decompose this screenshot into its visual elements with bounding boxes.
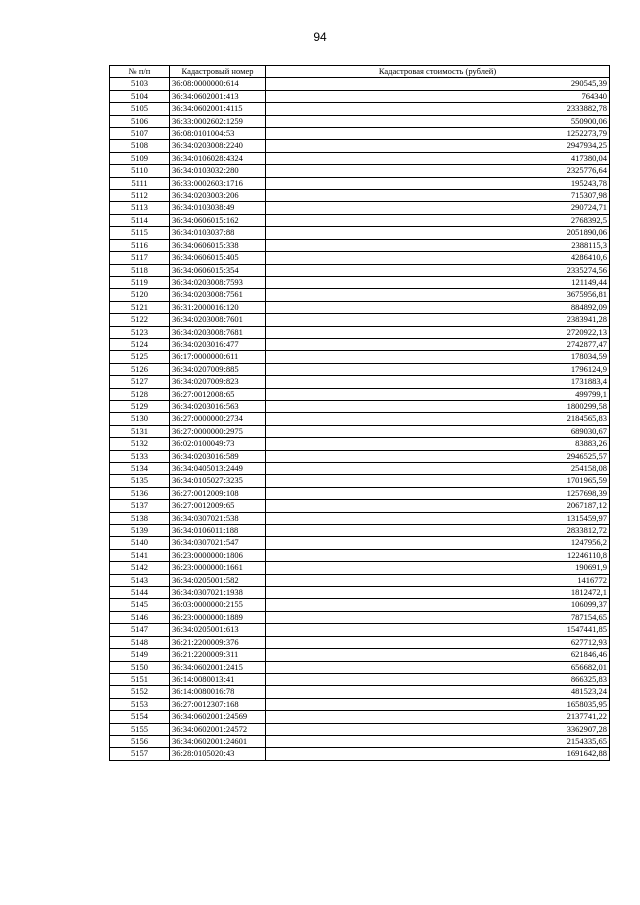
cadastral-cost-cell: 417380,04 bbox=[266, 152, 610, 164]
cadastral-cost-cell: 4286410,6 bbox=[266, 252, 610, 264]
row-number-cell: 5124 bbox=[110, 338, 170, 350]
table-row bbox=[110, 735, 610, 747]
table-row bbox=[110, 214, 610, 226]
cadastral-cost-cell: 290545,39 bbox=[266, 78, 610, 90]
table-row bbox=[110, 103, 610, 115]
table-row bbox=[110, 152, 610, 164]
row-number-cell: 5131 bbox=[110, 425, 170, 437]
cadastral-cost-cell: 2335274,56 bbox=[266, 264, 610, 276]
header-row bbox=[110, 66, 610, 78]
row-number-cell: 5108 bbox=[110, 140, 170, 152]
table-row bbox=[110, 537, 610, 549]
table-row bbox=[110, 686, 610, 698]
table-row bbox=[110, 351, 610, 363]
table-row bbox=[110, 78, 610, 90]
cadastral-cost-cell: 83883,26 bbox=[266, 438, 610, 450]
table-row bbox=[110, 723, 610, 735]
table-row bbox=[110, 500, 610, 512]
cadastral-number-cell: 36:03:0000000:2155 bbox=[170, 599, 266, 611]
cadastral-number-cell: 36:27:0012009:108 bbox=[170, 487, 266, 499]
row-number-cell: 5128 bbox=[110, 388, 170, 400]
cadastral-cost-cell: 2325776,64 bbox=[266, 165, 610, 177]
cadastral-cost-cell: 866325,83 bbox=[266, 673, 610, 685]
table-row bbox=[110, 636, 610, 648]
cadastral-number-cell: 36:34:0103032:280 bbox=[170, 165, 266, 177]
row-number-cell: 5150 bbox=[110, 661, 170, 673]
cadastral-number-cell: 36:34:0103037:88 bbox=[170, 227, 266, 239]
cadastral-number-cell: 36:34:0207009:823 bbox=[170, 376, 266, 388]
row-number-cell: 5129 bbox=[110, 400, 170, 412]
row-number-cell: 5120 bbox=[110, 289, 170, 301]
cadastral-cost-cell: 1315459,97 bbox=[266, 512, 610, 524]
cadastral-number-cell: 36:34:0103038:49 bbox=[170, 202, 266, 214]
cadastral-cost-cell: 1416772 bbox=[266, 574, 610, 586]
table-body bbox=[110, 78, 610, 760]
row-number-cell: 5157 bbox=[110, 748, 170, 760]
table-row bbox=[110, 624, 610, 636]
table-row bbox=[110, 438, 610, 450]
cadastral-cost-cell: 481523,24 bbox=[266, 686, 610, 698]
cadastral-number-cell: 36:34:0405013:2449 bbox=[170, 463, 266, 475]
row-number-cell: 5147 bbox=[110, 624, 170, 636]
cadastral-cost-cell: 1252273,79 bbox=[266, 128, 610, 140]
table-row bbox=[110, 363, 610, 375]
row-number-cell: 5145 bbox=[110, 599, 170, 611]
table-row bbox=[110, 227, 610, 239]
cadastral-number-cell: 36:34:0602001:4115 bbox=[170, 103, 266, 115]
cadastral-cost-cell: 2833812,72 bbox=[266, 525, 610, 537]
table-row bbox=[110, 90, 610, 102]
row-number-cell: 5118 bbox=[110, 264, 170, 276]
table-row bbox=[110, 673, 610, 685]
cadastral-cost-cell: 1658035,95 bbox=[266, 698, 610, 710]
cadastral-number-cell: 36:21:2200009:311 bbox=[170, 649, 266, 661]
cadastral-cost-cell: 2137741,22 bbox=[266, 711, 610, 723]
cadastral-number-cell: 36:33:0002603:1716 bbox=[170, 177, 266, 189]
cadastral-cost-cell: 1731883,4 bbox=[266, 376, 610, 388]
table-row bbox=[110, 562, 610, 574]
table-row bbox=[110, 698, 610, 710]
table-row bbox=[110, 276, 610, 288]
table-row bbox=[110, 239, 610, 251]
row-number-cell: 5140 bbox=[110, 537, 170, 549]
table-row bbox=[110, 574, 610, 586]
cadastral-number-cell: 36:34:0203016:563 bbox=[170, 400, 266, 412]
cadastral-cost-cell: 656682,01 bbox=[266, 661, 610, 673]
cadastral-cost-cell: 1796124,9 bbox=[266, 363, 610, 375]
cadastral-table bbox=[109, 65, 610, 761]
table-row bbox=[110, 115, 610, 127]
cadastral-number-cell: 36:34:0207009:885 bbox=[170, 363, 266, 375]
table-row bbox=[110, 338, 610, 350]
table-row bbox=[110, 326, 610, 338]
table-row bbox=[110, 202, 610, 214]
cadastral-cost-cell: 190691,9 bbox=[266, 562, 610, 574]
table-row bbox=[110, 549, 610, 561]
cadastral-cost-cell: 12246110,8 bbox=[266, 549, 610, 561]
table-row bbox=[110, 599, 610, 611]
cadastral-cost-cell: 121149,44 bbox=[266, 276, 610, 288]
header-cadastral-cost: Кадастровая стоимость (рублей) bbox=[266, 66, 610, 78]
cadastral-number-cell: 36:28:0105020:43 bbox=[170, 748, 266, 760]
row-number-cell: 5114 bbox=[110, 214, 170, 226]
cadastral-number-cell: 36:08:0000000:614 bbox=[170, 78, 266, 90]
cadastral-cost-cell: 2333882,78 bbox=[266, 103, 610, 115]
cadastral-number-cell: 36:34:0203016:589 bbox=[170, 450, 266, 462]
row-number-cell: 5155 bbox=[110, 723, 170, 735]
row-number-cell: 5141 bbox=[110, 549, 170, 561]
table-row bbox=[110, 289, 610, 301]
cadastral-cost-cell: 787154,65 bbox=[266, 611, 610, 623]
cadastral-number-cell: 36:34:0106028:4324 bbox=[170, 152, 266, 164]
table-row bbox=[110, 661, 610, 673]
cadastral-cost-cell: 2946525,57 bbox=[266, 450, 610, 462]
row-number-cell: 5148 bbox=[110, 636, 170, 648]
cadastral-number-cell: 36:14:0080016:78 bbox=[170, 686, 266, 698]
cadastral-cost-cell: 2742877,47 bbox=[266, 338, 610, 350]
row-number-cell: 5134 bbox=[110, 463, 170, 475]
row-number-cell: 5127 bbox=[110, 376, 170, 388]
cadastral-number-cell: 36:34:0602001:24572 bbox=[170, 723, 266, 735]
cadastral-number-cell: 36:14:0080013:41 bbox=[170, 673, 266, 685]
row-number-cell: 5121 bbox=[110, 301, 170, 313]
cadastral-number-cell: 36:23:0000000:1661 bbox=[170, 562, 266, 574]
cadastral-number-cell: 36:34:0203003:206 bbox=[170, 190, 266, 202]
cadastral-number-cell: 36:34:0205001:613 bbox=[170, 624, 266, 636]
row-number-cell: 5107 bbox=[110, 128, 170, 140]
row-number-cell: 5110 bbox=[110, 165, 170, 177]
table-row bbox=[110, 611, 610, 623]
cadastral-cost-cell: 2383941,28 bbox=[266, 314, 610, 326]
cadastral-cost-cell: 499799,1 bbox=[266, 388, 610, 400]
cadastral-cost-cell: 2051890,06 bbox=[266, 227, 610, 239]
row-number-cell: 5149 bbox=[110, 649, 170, 661]
header-cadastral-number: Кадастровый номер bbox=[170, 66, 266, 78]
row-number-cell: 5113 bbox=[110, 202, 170, 214]
row-number-cell: 5116 bbox=[110, 239, 170, 251]
cadastral-number-cell: 36:27:0000000:2734 bbox=[170, 413, 266, 425]
row-number-cell: 5135 bbox=[110, 475, 170, 487]
cadastral-number-cell: 36:02:0100049:73 bbox=[170, 438, 266, 450]
cadastral-cost-cell: 254158,08 bbox=[266, 463, 610, 475]
cadastral-number-cell: 36:34:0203008:7593 bbox=[170, 276, 266, 288]
cadastral-number-cell: 36:34:0307021:538 bbox=[170, 512, 266, 524]
cadastral-cost-cell: 1257698,39 bbox=[266, 487, 610, 499]
cadastral-cost-cell: 2720922,13 bbox=[266, 326, 610, 338]
cadastral-cost-cell: 2184565,83 bbox=[266, 413, 610, 425]
table-row bbox=[110, 463, 610, 475]
row-number-cell: 5153 bbox=[110, 698, 170, 710]
row-number-cell: 5103 bbox=[110, 78, 170, 90]
row-number-cell: 5142 bbox=[110, 562, 170, 574]
cadastral-cost-cell: 1247956,2 bbox=[266, 537, 610, 549]
table-row bbox=[110, 177, 610, 189]
cadastral-cost-cell: 764340 bbox=[266, 90, 610, 102]
row-number-cell: 5138 bbox=[110, 512, 170, 524]
cadastral-number-cell: 36:34:0602001:2415 bbox=[170, 661, 266, 673]
table-row bbox=[110, 140, 610, 152]
table-row bbox=[110, 388, 610, 400]
cadastral-number-cell: 36:34:0602001:413 bbox=[170, 90, 266, 102]
cadastral-number-cell: 36:34:0205001:582 bbox=[170, 574, 266, 586]
cadastral-cost-cell: 3362907,28 bbox=[266, 723, 610, 735]
row-number-cell: 5154 bbox=[110, 711, 170, 723]
cadastral-cost-cell: 3675956,81 bbox=[266, 289, 610, 301]
cadastral-number-cell: 36:34:0602001:24569 bbox=[170, 711, 266, 723]
cadastral-number-cell: 36:31:2000016:120 bbox=[170, 301, 266, 313]
cadastral-cost-cell: 1701965,59 bbox=[266, 475, 610, 487]
cadastral-number-cell: 36:27:0012307:168 bbox=[170, 698, 266, 710]
table-row bbox=[110, 264, 610, 276]
cadastral-number-cell: 36:08:0101004:53 bbox=[170, 128, 266, 140]
cadastral-cost-cell: 106099,37 bbox=[266, 599, 610, 611]
cadastral-cost-cell: 195243,78 bbox=[266, 177, 610, 189]
cadastral-number-cell: 36:34:0307021:1938 bbox=[170, 587, 266, 599]
cadastral-number-cell: 36:34:0606015:405 bbox=[170, 252, 266, 264]
cadastral-number-cell: 36:34:0105027:3235 bbox=[170, 475, 266, 487]
table-row bbox=[110, 512, 610, 524]
table-row bbox=[110, 128, 610, 140]
cadastral-number-cell: 36:34:0307021:547 bbox=[170, 537, 266, 549]
row-number-cell: 5111 bbox=[110, 177, 170, 189]
table-row bbox=[110, 314, 610, 326]
cadastral-number-cell: 36:34:0203008:2240 bbox=[170, 140, 266, 152]
table-header bbox=[110, 66, 610, 78]
cadastral-number-cell: 36:34:0203008:7561 bbox=[170, 289, 266, 301]
row-number-cell: 5146 bbox=[110, 611, 170, 623]
row-number-cell: 5137 bbox=[110, 500, 170, 512]
table-row bbox=[110, 587, 610, 599]
table-row bbox=[110, 475, 610, 487]
row-number-cell: 5119 bbox=[110, 276, 170, 288]
table-row bbox=[110, 649, 610, 661]
cadastral-cost-cell: 1547441,85 bbox=[266, 624, 610, 636]
cadastral-number-cell: 36:34:0203016:477 bbox=[170, 338, 266, 350]
cadastral-number-cell: 36:23:0000000:1806 bbox=[170, 549, 266, 561]
cadastral-number-cell: 36:27:0012008:65 bbox=[170, 388, 266, 400]
cadastral-number-cell: 36:34:0106011:188 bbox=[170, 525, 266, 537]
cadastral-cost-cell: 1691642,88 bbox=[266, 748, 610, 760]
table-row bbox=[110, 450, 610, 462]
row-number-cell: 5117 bbox=[110, 252, 170, 264]
cadastral-cost-cell: 621846,46 bbox=[266, 649, 610, 661]
table-row bbox=[110, 301, 610, 313]
table-row bbox=[110, 190, 610, 202]
row-number-cell: 5151 bbox=[110, 673, 170, 685]
cadastral-cost-cell: 2154335,65 bbox=[266, 735, 610, 747]
row-number-cell: 5123 bbox=[110, 326, 170, 338]
table-row bbox=[110, 413, 610, 425]
row-number-cell: 5112 bbox=[110, 190, 170, 202]
cadastral-cost-cell: 884892,09 bbox=[266, 301, 610, 313]
cadastral-cost-cell: 1800299,58 bbox=[266, 400, 610, 412]
cadastral-number-cell: 36:23:0000000:1889 bbox=[170, 611, 266, 623]
cadastral-cost-cell: 715307,98 bbox=[266, 190, 610, 202]
cadastral-number-cell: 36:34:0203008:7601 bbox=[170, 314, 266, 326]
row-number-cell: 5104 bbox=[110, 90, 170, 102]
cadastral-cost-cell: 1812472,1 bbox=[266, 587, 610, 599]
cadastral-number-cell: 36:27:0000000:2975 bbox=[170, 425, 266, 437]
table-row bbox=[110, 487, 610, 499]
table-row bbox=[110, 400, 610, 412]
cadastral-cost-cell: 290724,71 bbox=[266, 202, 610, 214]
cadastral-number-cell: 36:17:0000000:611 bbox=[170, 351, 266, 363]
row-number-cell: 5144 bbox=[110, 587, 170, 599]
row-number-cell: 5143 bbox=[110, 574, 170, 586]
row-number-cell: 5106 bbox=[110, 115, 170, 127]
cadastral-number-cell: 36:21:2200009:376 bbox=[170, 636, 266, 648]
cadastral-cost-cell: 627712,93 bbox=[266, 636, 610, 648]
cadastral-cost-cell: 2947934,25 bbox=[266, 140, 610, 152]
cadastral-cost-cell: 550900,06 bbox=[266, 115, 610, 127]
cadastral-number-cell: 36:34:0606015:338 bbox=[170, 239, 266, 251]
cadastral-number-cell: 36:27:0012009:65 bbox=[170, 500, 266, 512]
cadastral-cost-cell: 178034,59 bbox=[266, 351, 610, 363]
cadastral-number-cell: 36:34:0606015:354 bbox=[170, 264, 266, 276]
row-number-cell: 5156 bbox=[110, 735, 170, 747]
cadastral-cost-cell: 2388115,3 bbox=[266, 239, 610, 251]
row-number-cell: 5126 bbox=[110, 363, 170, 375]
table-row bbox=[110, 711, 610, 723]
cadastral-number-cell: 36:34:0602001:24601 bbox=[170, 735, 266, 747]
table-row bbox=[110, 748, 610, 760]
cadastral-cost-cell: 689030,67 bbox=[266, 425, 610, 437]
cadastral-number-cell: 36:34:0203008:7681 bbox=[170, 326, 266, 338]
cadastral-cost-cell: 2768392,5 bbox=[266, 214, 610, 226]
row-number-cell: 5133 bbox=[110, 450, 170, 462]
row-number-cell: 5132 bbox=[110, 438, 170, 450]
row-number-cell: 5152 bbox=[110, 686, 170, 698]
row-number-cell: 5109 bbox=[110, 152, 170, 164]
row-number-cell: 5105 bbox=[110, 103, 170, 115]
table-row bbox=[110, 165, 610, 177]
page-number: 94 bbox=[313, 30, 327, 44]
header-row-number: № п/п bbox=[110, 66, 170, 78]
cadastral-cost-cell: 2067187,12 bbox=[266, 500, 610, 512]
row-number-cell: 5139 bbox=[110, 525, 170, 537]
cadastral-number-cell: 36:33:0002602:1259 bbox=[170, 115, 266, 127]
table-row bbox=[110, 252, 610, 264]
row-number-cell: 5130 bbox=[110, 413, 170, 425]
row-number-cell: 5115 bbox=[110, 227, 170, 239]
table-row bbox=[110, 425, 610, 437]
cadastral-number-cell: 36:34:0606015:162 bbox=[170, 214, 266, 226]
row-number-cell: 5122 bbox=[110, 314, 170, 326]
table-row bbox=[110, 376, 610, 388]
row-number-cell: 5136 bbox=[110, 487, 170, 499]
row-number-cell: 5125 bbox=[110, 351, 170, 363]
table-row bbox=[110, 525, 610, 537]
